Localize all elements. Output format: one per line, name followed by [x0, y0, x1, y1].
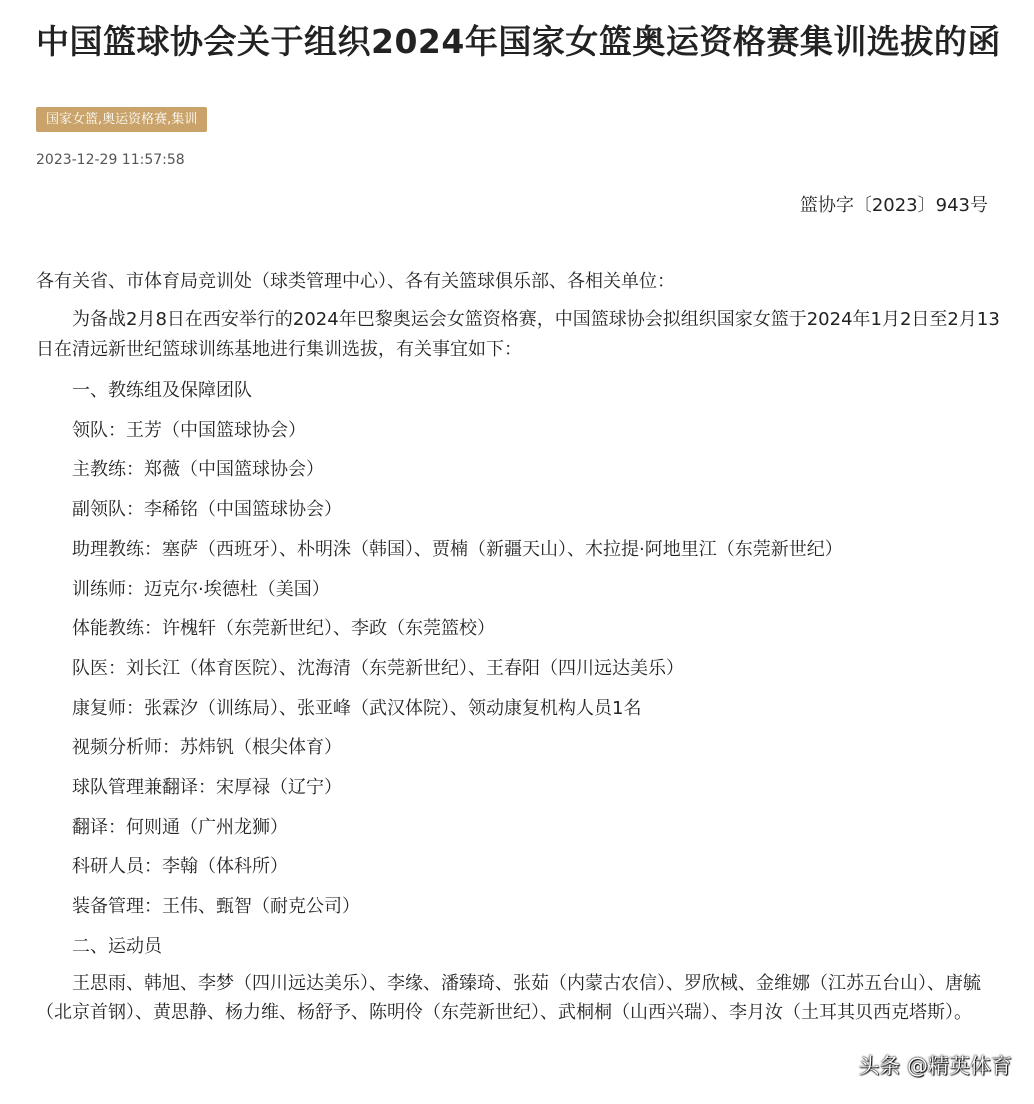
body-line: 助理教练：塞萨（西班牙）、朴明洙（韩国）、贾楠（新疆天山）、木拉提·阿地里江（东莞新世纪）	[72, 538, 843, 560]
body-line: 球队管理兼翻译：宋厚禄（辽宁）	[72, 777, 342, 799]
watermark: 头条 @精英体育	[858, 1054, 1012, 1078]
article	[36, 0, 1006, 1027]
tag-badge[interactable]: 国家女篮,奥运资格赛,集训	[36, 107, 207, 132]
body-line: 一、教练组及保障团队	[72, 380, 252, 401]
body-line: 领队：王芳（中国篮球协会）	[72, 419, 306, 441]
body-line: 二、运动员	[72, 935, 162, 957]
body-line: 康复师：张霖汐（训练局）、张亚峰（武汉体院）、领动康复机构人员1名	[72, 697, 642, 719]
body-line: 科研人员：李翰（体科所）	[72, 856, 288, 878]
body-line: 体能教练：许槐轩（东莞新世纪）、李政（东莞篮校）	[72, 618, 495, 640]
body-line: 队医：刘长江（体育医院）、沈海清（东莞新世纪）、王春阳（四川远达美乐）	[72, 657, 684, 679]
body-line: 装备管理：王伟、甄智（耐克公司）	[72, 896, 360, 918]
body-line: 主教练：郑薇（中国篮球协会）	[72, 459, 324, 481]
body-line: 副领队：李稀铭（中国篮球协会）	[72, 499, 342, 521]
body-line: 训练师：迈克尔·埃德杜（美国）	[72, 578, 330, 600]
body-lines	[36, 371, 1006, 967]
article-title: 中国篮球协会关于组织2024年国家女篮奥运资格赛集训选拔的函	[36, 22, 1001, 61]
body-line: 视频分析师：苏炜钒（根尖体育）	[72, 737, 342, 759]
addressee: 各有关省、市体育局竞训处（球类管理中心）、各有关篮球俱乐部、各相关单位：	[36, 271, 675, 292]
athletes-paragraph: 王思雨、韩旭、李梦（四川远达美乐）、李缘、潘臻琦、张茹（内蒙古农信）、罗欣棫、金维娜（江苏五台山）、唐毓（北京首钢）、黄思静、杨力维、杨舒予、陈明伶（东莞新世纪）、武桐桐（山西兴瑞）、李月汝（土耳其贝西克塔斯）。	[36, 972, 981, 1023]
document-number: 篮协字〔2023〕943号	[799, 195, 988, 216]
intro-paragraph: 为备战2月8日在西安举行的2024年巴黎奥运会女篮资格赛，中国篮球协会拟组织国家女篮于2024年1月2日至2月13日在清远新世纪篮球训练基地进行集训选拔，有关事宜如下：	[36, 309, 1000, 360]
publish-datetime: 2023-12-29 11:57:58	[36, 152, 185, 168]
body-line: 翻译：何则通（广州龙狮）	[72, 816, 288, 838]
